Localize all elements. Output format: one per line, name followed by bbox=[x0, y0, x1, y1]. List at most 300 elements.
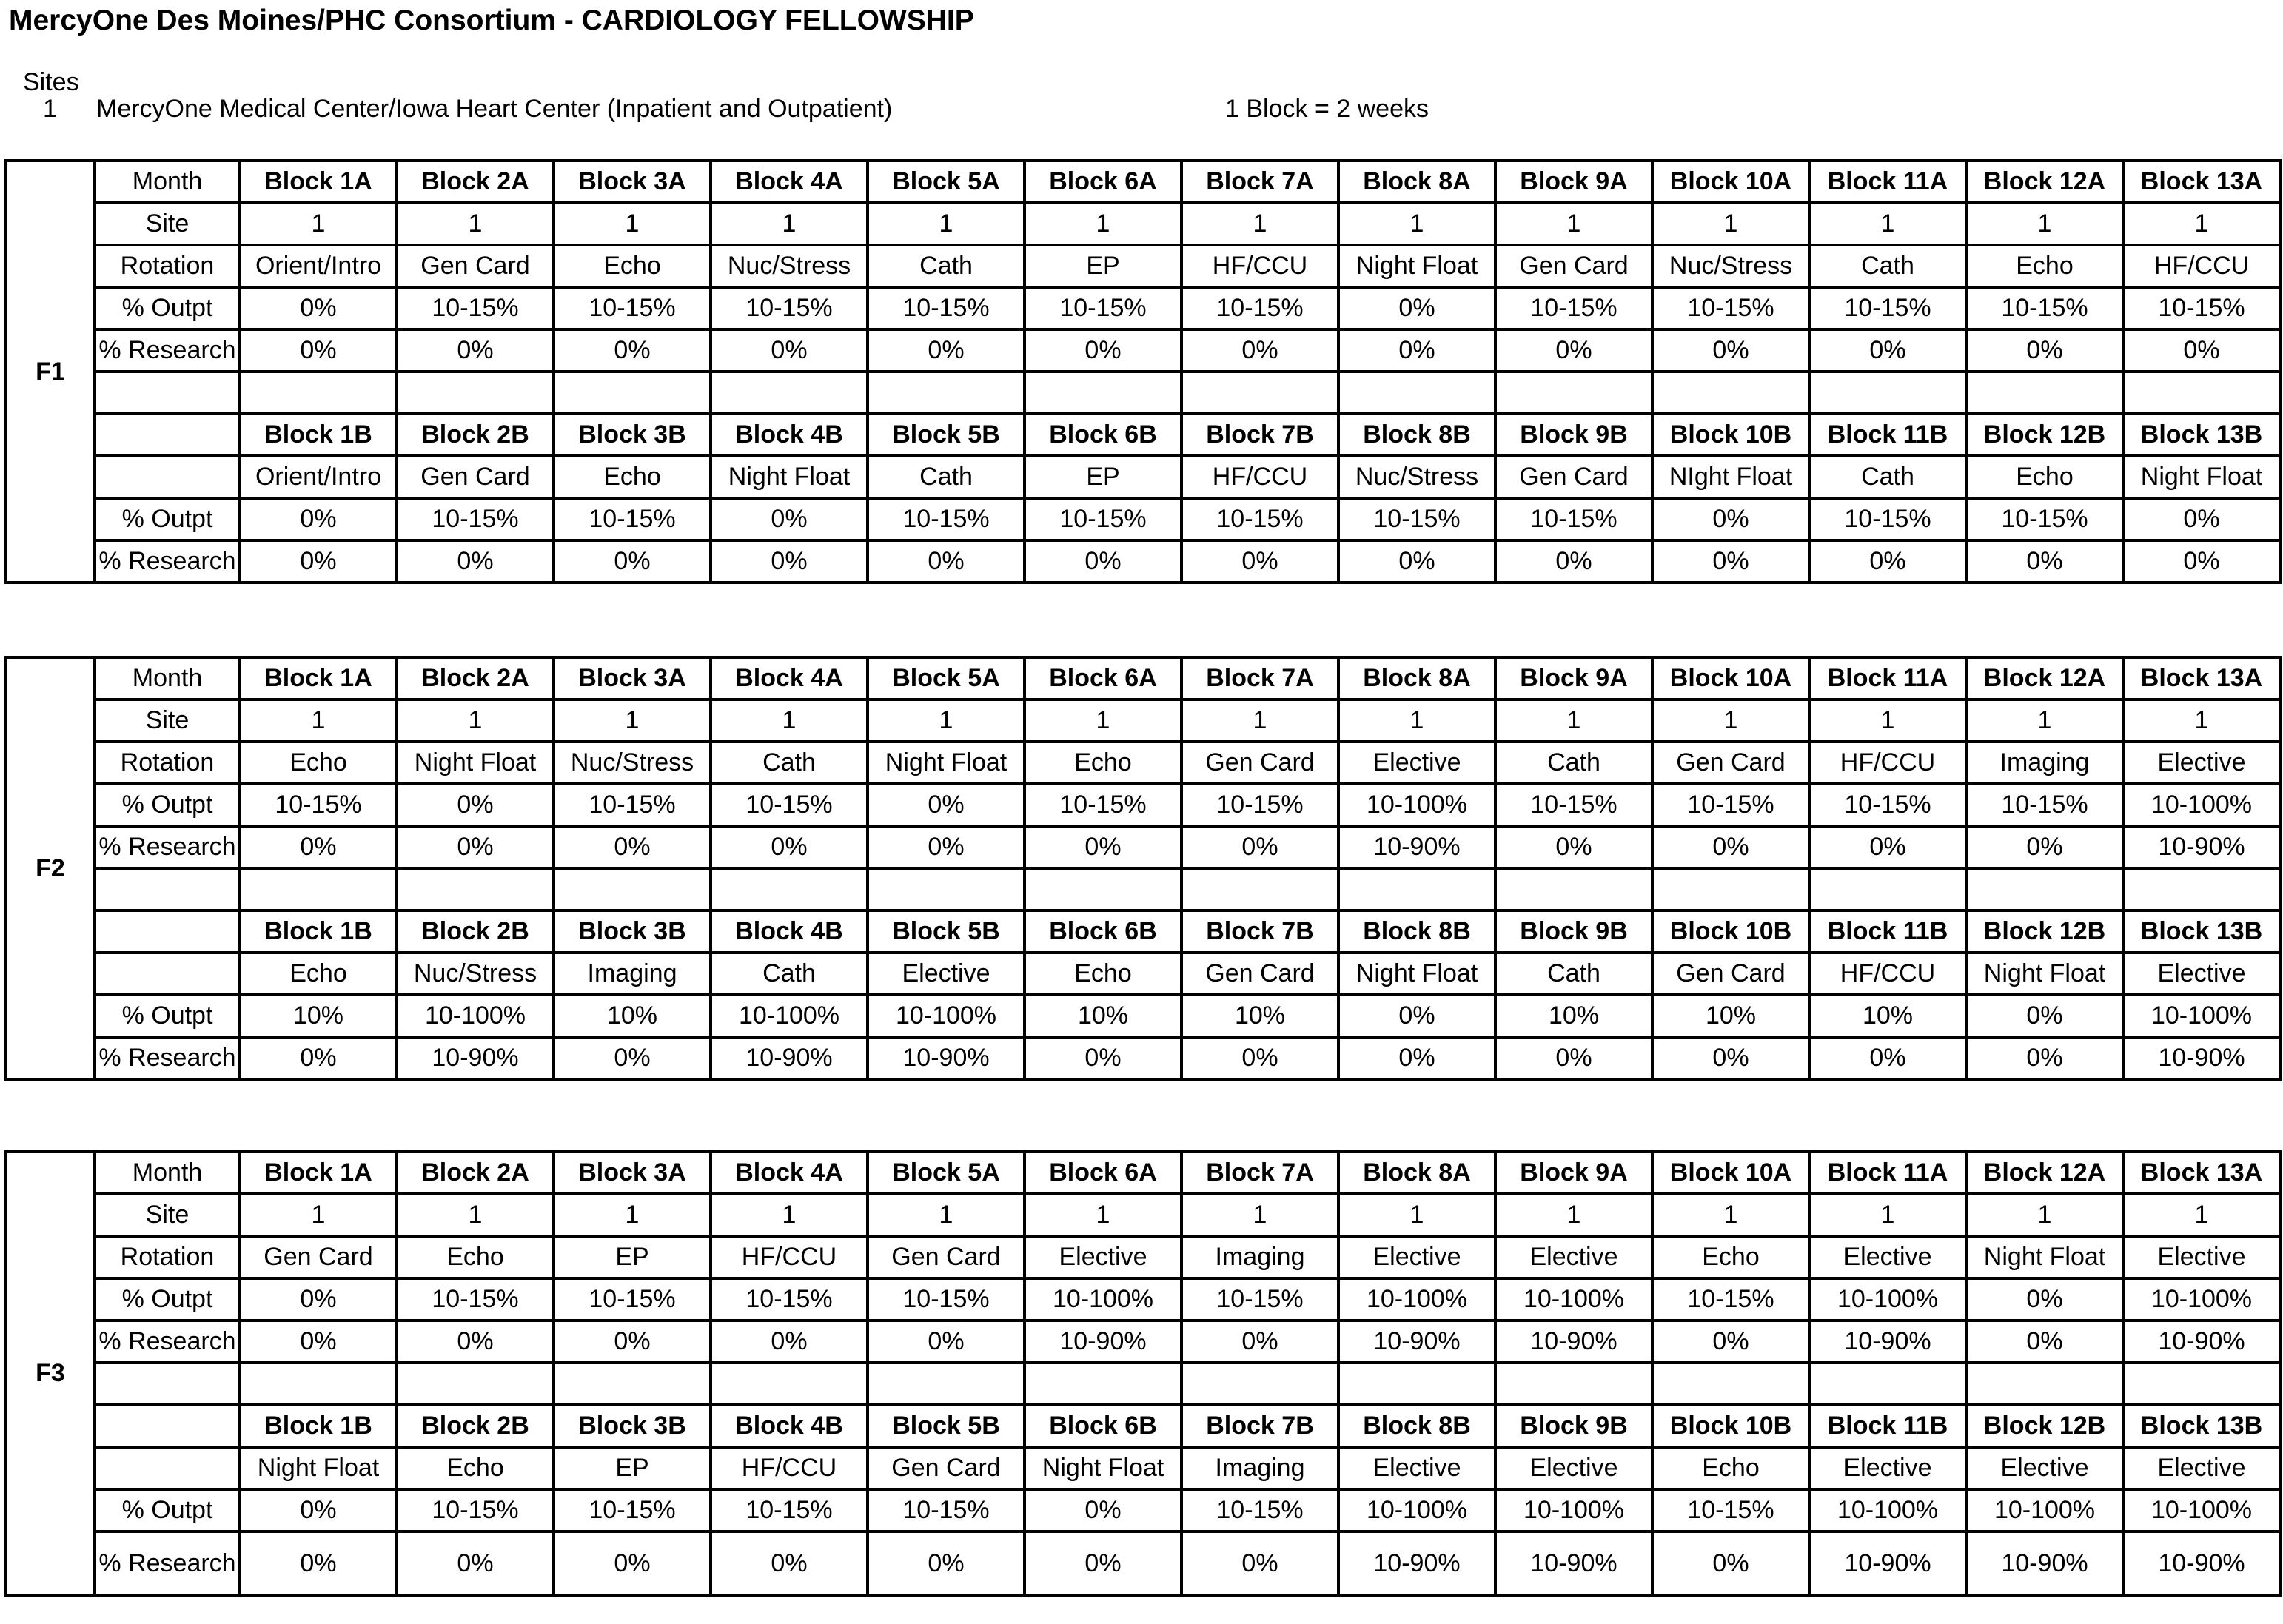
sites-section-label: Sites bbox=[23, 68, 79, 96]
outpt-cell: 0% bbox=[711, 498, 868, 540]
site-cell: 1 bbox=[397, 699, 554, 742]
site-cell: 1 bbox=[1338, 203, 1495, 245]
block-header-cell: Block 7A bbox=[1181, 161, 1338, 203]
site-cell: 1 bbox=[1809, 1194, 1966, 1236]
rotation-cell: Nuc/Stress bbox=[1338, 456, 1495, 498]
spacer-cell bbox=[1652, 1363, 1809, 1405]
site-cell: 1 bbox=[1338, 699, 1495, 742]
site-cell: 1 bbox=[868, 1194, 1025, 1236]
block-header-cell: Block 12B bbox=[1966, 414, 2123, 456]
research-cell: 0% bbox=[711, 329, 868, 372]
table-row bbox=[6, 414, 2280, 456]
row-label-empty bbox=[95, 1447, 240, 1489]
outpt-cell: 10-100% bbox=[1966, 1489, 2123, 1531]
rotation-cell: Nuc/Stress bbox=[554, 742, 711, 784]
research-cell: 0% bbox=[1809, 1037, 1966, 1079]
block-header-cell: Block 6A bbox=[1025, 161, 1181, 203]
table-row bbox=[6, 1278, 2280, 1321]
outpt-cell: 10-15% bbox=[1025, 784, 1181, 826]
outpt-cell: 0% bbox=[1966, 1278, 2123, 1321]
research-cell: 10-90% bbox=[2123, 826, 2280, 868]
outpt-cell: 10-15% bbox=[397, 287, 554, 329]
research-cell: 0% bbox=[868, 1531, 1025, 1595]
block-header-cell: Block 9B bbox=[1495, 414, 1652, 456]
site-cell: 1 bbox=[1652, 1194, 1809, 1236]
rotation-cell: Elective bbox=[1495, 1447, 1652, 1489]
rotation-schedule-grid bbox=[4, 656, 2282, 1081]
block-header-cell: Block 2A bbox=[397, 657, 554, 699]
rotation-cell: Gen Card bbox=[397, 245, 554, 287]
outpt-cell: 10-100% bbox=[711, 995, 868, 1037]
research-cell: 0% bbox=[397, 540, 554, 583]
table-row bbox=[6, 161, 2280, 203]
outpt-cell: 10% bbox=[240, 995, 397, 1037]
outpt-cell: 10-100% bbox=[1495, 1489, 1652, 1531]
rotation-cell: Imaging bbox=[1181, 1447, 1338, 1489]
outpt-cell: 10-15% bbox=[1495, 287, 1652, 329]
block-header-cell: Block 9B bbox=[1495, 1405, 1652, 1447]
block-header-cell: Block 7A bbox=[1181, 1152, 1338, 1194]
rotation-cell: Echo bbox=[1652, 1236, 1809, 1278]
research-cell: 10-90% bbox=[1338, 1321, 1495, 1363]
block-header-cell: Block 6A bbox=[1025, 657, 1181, 699]
row-label-month: Month bbox=[95, 657, 240, 699]
research-cell: 0% bbox=[1966, 1037, 2123, 1079]
research-cell: 0% bbox=[1966, 1321, 2123, 1363]
rotation-cell: Night Float bbox=[1966, 1236, 2123, 1278]
block-header-cell: Block 11A bbox=[1809, 161, 1966, 203]
rotation-cell: Cath bbox=[1495, 742, 1652, 784]
rotation-cell: Night Float bbox=[868, 742, 1025, 784]
site-cell: 1 bbox=[554, 203, 711, 245]
rotation-cell: Elective bbox=[2123, 1236, 2280, 1278]
row-label-site: Site bbox=[95, 699, 240, 742]
site-cell: 1 bbox=[1652, 203, 1809, 245]
spacer-cell bbox=[711, 1363, 868, 1405]
research-cell: 0% bbox=[397, 1531, 554, 1595]
research-cell: 0% bbox=[1025, 1037, 1181, 1079]
row-label-research: % Research bbox=[95, 540, 240, 583]
spacer-cell bbox=[397, 372, 554, 414]
table-row bbox=[6, 372, 2280, 414]
rotation-cell: Elective bbox=[2123, 953, 2280, 995]
rotation-cell: Elective bbox=[1495, 1236, 1652, 1278]
fellow-label: F2 bbox=[6, 657, 95, 1079]
fellow-label: F1 bbox=[6, 161, 95, 583]
research-cell: 0% bbox=[1809, 826, 1966, 868]
research-cell: 0% bbox=[868, 540, 1025, 583]
outpt-cell: 10-15% bbox=[554, 287, 711, 329]
research-cell: 10-90% bbox=[1809, 1321, 1966, 1363]
rotation-cell: Echo bbox=[1966, 245, 2123, 287]
row-label-empty bbox=[95, 1405, 240, 1447]
row-label-rotation: Rotation bbox=[95, 742, 240, 784]
spacer-cell bbox=[240, 1363, 397, 1405]
block-header-cell: Block 4B bbox=[711, 414, 868, 456]
block-header-cell: Block 5B bbox=[868, 910, 1025, 953]
block-header-cell: Block 7B bbox=[1181, 414, 1338, 456]
outpt-cell: 10-100% bbox=[2123, 1278, 2280, 1321]
outpt-cell: 10-15% bbox=[2123, 287, 2280, 329]
table-row bbox=[6, 245, 2280, 287]
outpt-cell: 10-15% bbox=[554, 1278, 711, 1321]
outpt-cell: 10-15% bbox=[554, 784, 711, 826]
table-row bbox=[6, 742, 2280, 784]
row-label-outpt: % Outpt bbox=[95, 498, 240, 540]
block-header-cell: Block 6B bbox=[1025, 1405, 1181, 1447]
research-cell: 0% bbox=[1181, 826, 1338, 868]
outpt-cell: 10-15% bbox=[1809, 287, 1966, 329]
block-header-cell: Block 9A bbox=[1495, 657, 1652, 699]
site-cell: 1 bbox=[2123, 699, 2280, 742]
site-cell: 1 bbox=[554, 699, 711, 742]
outpt-cell: 10% bbox=[1809, 995, 1966, 1037]
research-cell: 0% bbox=[240, 1531, 397, 1595]
block-header-cell: Block 12A bbox=[1966, 657, 2123, 699]
outpt-cell: 10-15% bbox=[711, 287, 868, 329]
block-header-cell: Block 3A bbox=[554, 1152, 711, 1194]
block-header-cell: Block 3A bbox=[554, 161, 711, 203]
row-label-research: % Research bbox=[95, 1531, 240, 1595]
block-header-cell: Block 3B bbox=[554, 910, 711, 953]
outpt-cell: 0% bbox=[1025, 1489, 1181, 1531]
row-label-research: % Research bbox=[95, 1321, 240, 1363]
outpt-cell: 10-15% bbox=[554, 498, 711, 540]
spacer-cell bbox=[1181, 372, 1338, 414]
rotation-cell: Gen Card bbox=[240, 1236, 397, 1278]
outpt-cell: 10-15% bbox=[1025, 498, 1181, 540]
row-label-site: Site bbox=[95, 203, 240, 245]
spacer-cell bbox=[95, 1363, 240, 1405]
block-header-cell: Block 2B bbox=[397, 414, 554, 456]
block-header-cell: Block 2B bbox=[397, 1405, 554, 1447]
rotation-cell: Gen Card bbox=[1495, 456, 1652, 498]
block-header-cell: Block 10A bbox=[1652, 1152, 1809, 1194]
spacer-cell bbox=[1495, 372, 1652, 414]
outpt-cell: 10-15% bbox=[1809, 784, 1966, 826]
table-row bbox=[6, 1152, 2280, 1194]
block-header-cell: Block 5B bbox=[868, 1405, 1025, 1447]
spacer-cell bbox=[1652, 868, 1809, 910]
research-cell: 10-90% bbox=[1966, 1531, 2123, 1595]
site-cell: 1 bbox=[711, 203, 868, 245]
rotation-cell: EP bbox=[554, 1447, 711, 1489]
rotation-cell: Gen Card bbox=[868, 1236, 1025, 1278]
site-cell: 1 bbox=[1495, 699, 1652, 742]
rotation-cell: Elective bbox=[1338, 742, 1495, 784]
research-cell: 10-90% bbox=[1338, 1531, 1495, 1595]
outpt-cell: 10-15% bbox=[1181, 498, 1338, 540]
rotation-cell: Elective bbox=[1338, 1236, 1495, 1278]
block-header-cell: Block 6A bbox=[1025, 1152, 1181, 1194]
block-duration-note: 1 Block = 2 weeks bbox=[1225, 95, 1429, 123]
block-header-cell: Block 2B bbox=[397, 910, 554, 953]
site-cell: 1 bbox=[397, 1194, 554, 1236]
table-row bbox=[6, 456, 2280, 498]
rotation-cell: HF/CCU bbox=[1181, 456, 1338, 498]
outpt-cell: 10-100% bbox=[1338, 1278, 1495, 1321]
table-row bbox=[6, 329, 2280, 372]
research-cell: 0% bbox=[1181, 1037, 1338, 1079]
outpt-cell: 10-15% bbox=[868, 1489, 1025, 1531]
rotation-cell: Elective bbox=[2123, 1447, 2280, 1489]
rotation-cell: HF/CCU bbox=[1181, 245, 1338, 287]
page-title: MercyOne Des Moines/PHC Consortium - CARDIOLOGY FELLOWSHIP bbox=[9, 4, 974, 36]
row-label-outpt: % Outpt bbox=[95, 784, 240, 826]
table-row bbox=[6, 1194, 2280, 1236]
block-header-cell: Block 13B bbox=[2123, 910, 2280, 953]
table-row bbox=[6, 657, 2280, 699]
schedule-table-f1 bbox=[4, 159, 2282, 584]
site-cell: 1 bbox=[1966, 1194, 2123, 1236]
block-header-cell: Block 4A bbox=[711, 161, 868, 203]
research-cell: 0% bbox=[1025, 826, 1181, 868]
site-cell: 1 bbox=[1966, 699, 2123, 742]
spacer-cell bbox=[1966, 372, 2123, 414]
outpt-cell: 10-15% bbox=[1809, 498, 1966, 540]
research-cell: 0% bbox=[1966, 826, 2123, 868]
outpt-cell: 10% bbox=[1025, 995, 1181, 1037]
table-row bbox=[6, 1489, 2280, 1531]
research-cell: 0% bbox=[868, 329, 1025, 372]
block-header-cell: Block 1A bbox=[240, 1152, 397, 1194]
site-cell: 1 bbox=[1966, 203, 2123, 245]
research-cell: 0% bbox=[240, 826, 397, 868]
site-number: 1 bbox=[43, 95, 57, 123]
site-name: MercyOne Medical Center/Iowa Heart Center (Inpatient and Outpatient) bbox=[96, 95, 893, 123]
spacer-cell bbox=[240, 372, 397, 414]
outpt-cell: 10-100% bbox=[2123, 995, 2280, 1037]
outpt-cell: 10% bbox=[1181, 995, 1338, 1037]
block-header-cell: Block 10B bbox=[1652, 414, 1809, 456]
rotation-cell: Echo bbox=[397, 1236, 554, 1278]
research-cell: 0% bbox=[1025, 329, 1181, 372]
outpt-cell: 10-100% bbox=[1809, 1278, 1966, 1321]
site-cell: 1 bbox=[1025, 1194, 1181, 1236]
site-cell: 1 bbox=[1809, 699, 1966, 742]
block-header-cell: Block 5B bbox=[868, 414, 1025, 456]
outpt-cell: 10-15% bbox=[1181, 784, 1338, 826]
row-label-outpt: % Outpt bbox=[95, 995, 240, 1037]
rotation-cell: Gen Card bbox=[1181, 953, 1338, 995]
outpt-cell: 10-100% bbox=[1809, 1489, 1966, 1531]
site-cell: 1 bbox=[1025, 203, 1181, 245]
site-cell: 1 bbox=[711, 699, 868, 742]
rotation-cell: Echo bbox=[554, 245, 711, 287]
outpt-cell: 0% bbox=[1966, 995, 2123, 1037]
research-cell: 0% bbox=[1652, 540, 1809, 583]
outpt-cell: 10-15% bbox=[397, 1489, 554, 1531]
outpt-cell: 10-15% bbox=[711, 1489, 868, 1531]
block-header-cell: Block 11B bbox=[1809, 1405, 1966, 1447]
row-label-empty bbox=[95, 953, 240, 995]
outpt-cell: 10-100% bbox=[1338, 784, 1495, 826]
research-cell: 10-90% bbox=[2123, 1037, 2280, 1079]
research-cell: 0% bbox=[554, 1321, 711, 1363]
research-cell: 0% bbox=[1652, 1321, 1809, 1363]
outpt-cell: 10-100% bbox=[1338, 1489, 1495, 1531]
outpt-cell: 10-15% bbox=[240, 784, 397, 826]
site-cell: 1 bbox=[1025, 699, 1181, 742]
table-row bbox=[6, 953, 2280, 995]
block-header-cell: Block 8B bbox=[1338, 910, 1495, 953]
research-cell: 0% bbox=[240, 540, 397, 583]
spacer-cell bbox=[95, 868, 240, 910]
block-header-cell: Block 6B bbox=[1025, 910, 1181, 953]
research-cell: 0% bbox=[1181, 540, 1338, 583]
block-header-cell: Block 1A bbox=[240, 657, 397, 699]
spacer-cell bbox=[1966, 1363, 2123, 1405]
block-header-cell: Block 7B bbox=[1181, 1405, 1338, 1447]
rotation-cell: Imaging bbox=[554, 953, 711, 995]
spacer-cell bbox=[1025, 868, 1181, 910]
rotation-cell: Echo bbox=[240, 742, 397, 784]
spacer-cell bbox=[1809, 1363, 1966, 1405]
outpt-cell: 10-15% bbox=[868, 1278, 1025, 1321]
block-header-cell: Block 8A bbox=[1338, 161, 1495, 203]
rotation-cell: EP bbox=[1025, 245, 1181, 287]
outpt-cell: 10-100% bbox=[868, 995, 1025, 1037]
site-cell: 1 bbox=[711, 1194, 868, 1236]
block-header-cell: Block 8B bbox=[1338, 414, 1495, 456]
rotation-cell: Cath bbox=[1809, 245, 1966, 287]
block-header-cell: Block 13B bbox=[2123, 1405, 2280, 1447]
site-cell: 1 bbox=[2123, 203, 2280, 245]
research-cell: 0% bbox=[1181, 1321, 1338, 1363]
outpt-cell: 10-15% bbox=[554, 1489, 711, 1531]
outpt-cell: 10% bbox=[554, 995, 711, 1037]
rotation-cell: HF/CCU bbox=[2123, 245, 2280, 287]
outpt-cell: 0% bbox=[240, 287, 397, 329]
block-header-cell: Block 12A bbox=[1966, 161, 2123, 203]
research-cell: 10-90% bbox=[868, 1037, 1025, 1079]
rotation-cell: EP bbox=[1025, 456, 1181, 498]
spacer-cell bbox=[554, 868, 711, 910]
outpt-cell: 10-100% bbox=[2123, 1489, 2280, 1531]
research-cell: 0% bbox=[554, 329, 711, 372]
rotation-cell: Cath bbox=[868, 456, 1025, 498]
block-header-cell: Block 4A bbox=[711, 657, 868, 699]
outpt-cell: 10-15% bbox=[1181, 287, 1338, 329]
block-header-cell: Block 1B bbox=[240, 910, 397, 953]
spacer-cell bbox=[2123, 1363, 2280, 1405]
outpt-cell: 10-15% bbox=[868, 498, 1025, 540]
research-cell: 0% bbox=[397, 1321, 554, 1363]
rotation-cell: Imaging bbox=[1181, 1236, 1338, 1278]
spacer-cell bbox=[868, 372, 1025, 414]
block-header-cell: Block 11B bbox=[1809, 910, 1966, 953]
block-header-cell: Block 3B bbox=[554, 1405, 711, 1447]
block-header-cell: Block 7A bbox=[1181, 657, 1338, 699]
outpt-cell: 10-100% bbox=[397, 995, 554, 1037]
spacer-cell bbox=[554, 1363, 711, 1405]
spacer-cell bbox=[868, 868, 1025, 910]
outpt-cell: 10-100% bbox=[1495, 1278, 1652, 1321]
site-cell: 1 bbox=[2123, 1194, 2280, 1236]
outpt-cell: 0% bbox=[240, 1278, 397, 1321]
outpt-cell: 10-15% bbox=[1338, 498, 1495, 540]
research-cell: 0% bbox=[1652, 1531, 1809, 1595]
rotation-cell: Night Float bbox=[240, 1447, 397, 1489]
outpt-cell: 10-15% bbox=[1652, 287, 1809, 329]
rotation-cell: Night Float bbox=[1025, 1447, 1181, 1489]
rotation-cell: Echo bbox=[240, 953, 397, 995]
research-cell: 0% bbox=[1025, 540, 1181, 583]
table-row bbox=[6, 868, 2280, 910]
outpt-cell: 10-15% bbox=[868, 287, 1025, 329]
research-cell: 0% bbox=[1181, 329, 1338, 372]
spacer-cell bbox=[1809, 372, 1966, 414]
site-cell: 1 bbox=[240, 699, 397, 742]
spacer-cell bbox=[1495, 868, 1652, 910]
outpt-cell: 0% bbox=[240, 498, 397, 540]
rotation-cell: Cath bbox=[1495, 953, 1652, 995]
rotation-cell: Elective bbox=[1809, 1447, 1966, 1489]
site-cell: 1 bbox=[1338, 1194, 1495, 1236]
rotation-cell: Night Float bbox=[397, 742, 554, 784]
spacer-cell bbox=[554, 372, 711, 414]
outpt-cell: 10-15% bbox=[1652, 1489, 1809, 1531]
table-row bbox=[6, 540, 2280, 583]
spacer-cell bbox=[1025, 1363, 1181, 1405]
rotation-cell: Echo bbox=[1025, 742, 1181, 784]
research-cell: 0% bbox=[554, 1037, 711, 1079]
spacer-cell bbox=[95, 372, 240, 414]
table-row bbox=[6, 287, 2280, 329]
spacer-cell bbox=[1338, 372, 1495, 414]
research-cell: 0% bbox=[1025, 1531, 1181, 1595]
block-header-cell: Block 12A bbox=[1966, 1152, 2123, 1194]
row-label-research: % Research bbox=[95, 1037, 240, 1079]
rotation-cell: Echo bbox=[1652, 1447, 1809, 1489]
rotation-cell: Echo bbox=[397, 1447, 554, 1489]
research-cell: 0% bbox=[240, 1037, 397, 1079]
research-cell: 0% bbox=[554, 826, 711, 868]
spacer-cell bbox=[1338, 868, 1495, 910]
research-cell: 0% bbox=[1495, 329, 1652, 372]
spacer-cell bbox=[1338, 1363, 1495, 1405]
rotation-cell: Night Float bbox=[1338, 245, 1495, 287]
research-cell: 10-90% bbox=[1338, 826, 1495, 868]
rotation-cell: Elective bbox=[1809, 1236, 1966, 1278]
rotation-cell: HF/CCU bbox=[1809, 742, 1966, 784]
block-header-cell: Block 5A bbox=[868, 657, 1025, 699]
row-label-outpt: % Outpt bbox=[95, 287, 240, 329]
research-cell: 0% bbox=[868, 1321, 1025, 1363]
rotation-cell: Echo bbox=[1966, 456, 2123, 498]
rotation-cell: Orient/Intro bbox=[240, 245, 397, 287]
site-cell: 1 bbox=[240, 1194, 397, 1236]
block-header-cell: Block 1A bbox=[240, 161, 397, 203]
table-row bbox=[6, 1037, 2280, 1079]
block-header-cell: Block 9B bbox=[1495, 910, 1652, 953]
rotation-cell: Nuc/Stress bbox=[711, 245, 868, 287]
block-header-cell: Block 13A bbox=[2123, 1152, 2280, 1194]
block-header-cell: Block 3A bbox=[554, 657, 711, 699]
table-row bbox=[6, 1405, 2280, 1447]
research-cell: 10-90% bbox=[1809, 1531, 1966, 1595]
outpt-cell: 0% bbox=[397, 784, 554, 826]
block-header-cell: Block 11A bbox=[1809, 657, 1966, 699]
research-cell: 0% bbox=[397, 826, 554, 868]
rotation-cell: HF/CCU bbox=[711, 1236, 868, 1278]
block-header-cell: Block 11B bbox=[1809, 414, 1966, 456]
table-row bbox=[6, 1236, 2280, 1278]
site-cell: 1 bbox=[1809, 203, 1966, 245]
research-cell: 0% bbox=[868, 826, 1025, 868]
block-header-cell: Block 7B bbox=[1181, 910, 1338, 953]
fellow-label: F3 bbox=[6, 1152, 95, 1595]
